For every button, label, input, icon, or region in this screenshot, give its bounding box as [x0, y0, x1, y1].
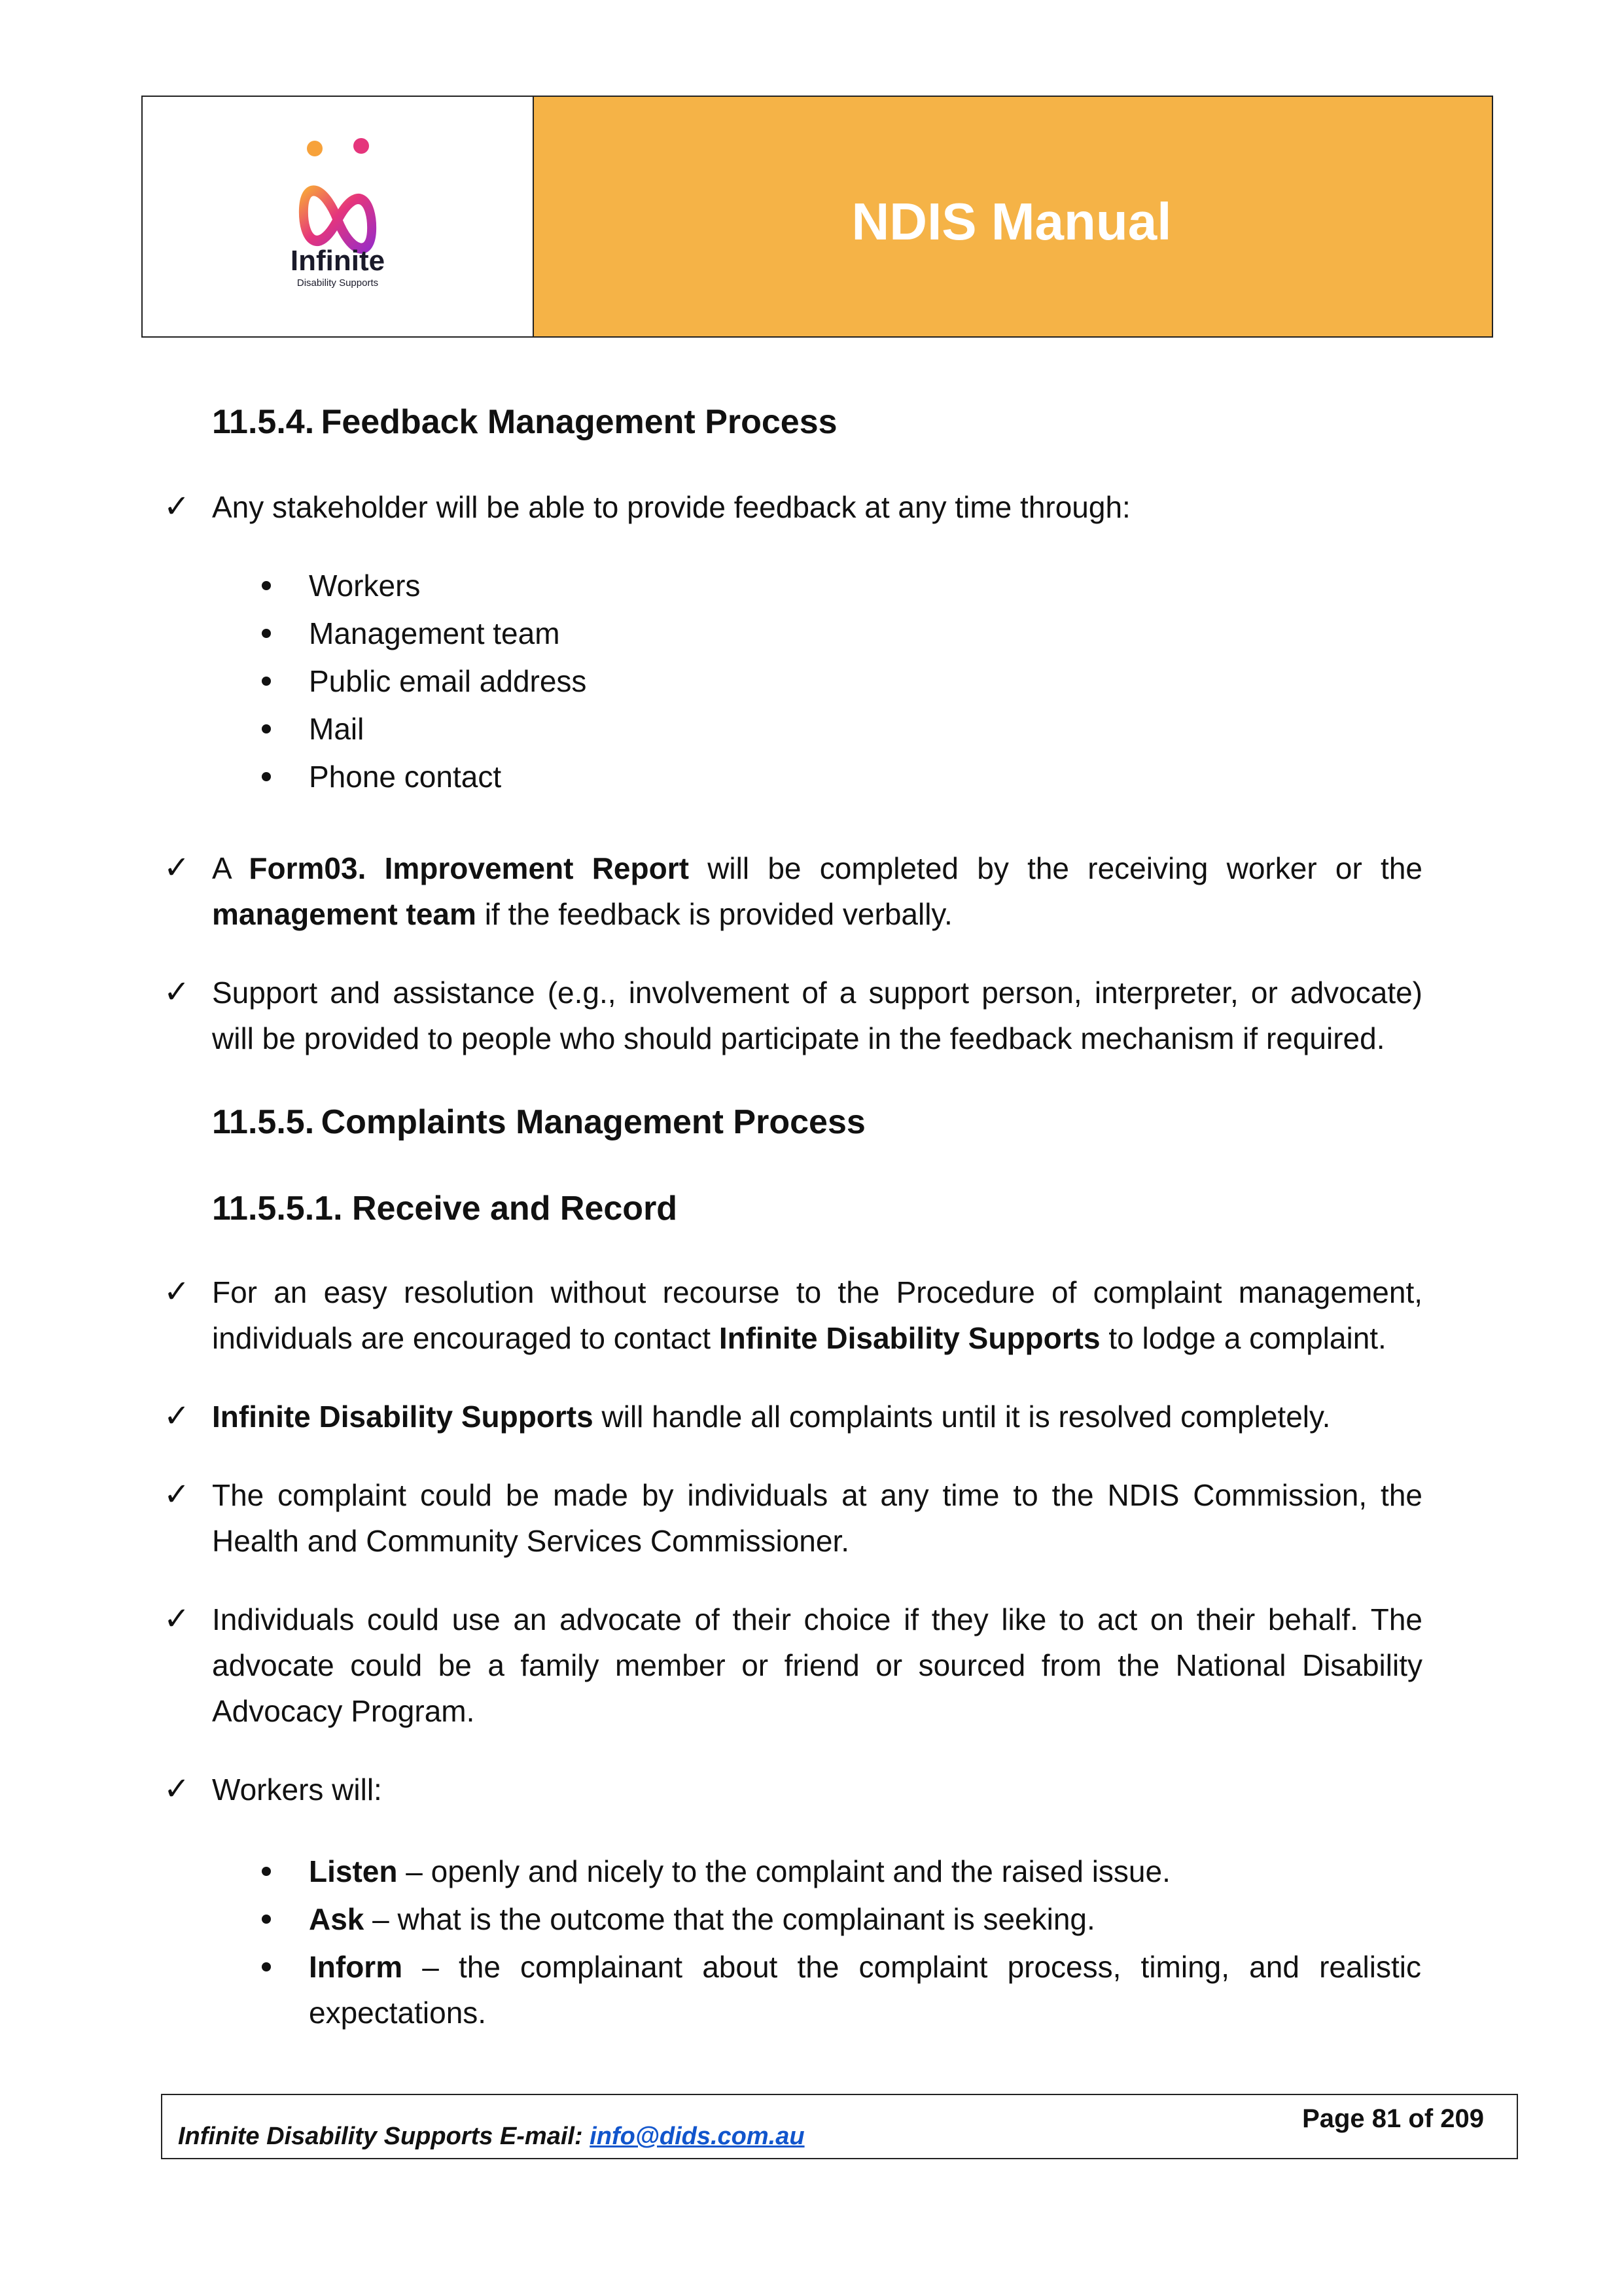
commission-paragraph: The complaint could be made by individuals at any time to the NDIS Commission, the Health and Community Services Commissioner. [212, 1478, 1422, 1558]
list-item: Listen – openly and nicely to the complaint and the raised issue. [309, 1854, 1171, 1888]
list-item: Ask – what is the outcome that the complainant is seeking. [309, 1902, 1095, 1936]
section-heading-11-5-5: 11.5.5. Complaints Management Process [212, 1103, 866, 1141]
infinity-icon [304, 190, 372, 248]
company-logo [253, 132, 423, 302]
list-item: Inform – the complainant about the complaint process, timing, and realistic expectations. [309, 1950, 1421, 2030]
checkmark-icon: ✓ [164, 1399, 190, 1434]
bullet-icon [262, 1867, 271, 1876]
bullet-icon [262, 581, 271, 590]
checkmark-icon: ✓ [164, 489, 190, 524]
bullet-icon [262, 1962, 271, 1971]
bullet-icon [262, 677, 271, 686]
page-number: Page 81 of 209 [1302, 2104, 1484, 2133]
logo-cell [143, 97, 534, 336]
logo-subtitle: Disability Supports [296, 277, 379, 289]
list-item: Workers [309, 569, 421, 603]
subsection-heading-11-5-5-1: 11.5.5.1. Receive and Record [212, 1190, 678, 1227]
logo-name: Infinite [290, 245, 385, 277]
logo-dot-left [307, 141, 323, 156]
workers-will-label: Workers will: [212, 1773, 382, 1807]
checkmark-icon: ✓ [164, 1602, 190, 1636]
list-item: Management team [309, 616, 560, 650]
bullet-icon [262, 1915, 271, 1924]
page-footer [161, 2094, 1518, 2159]
title-cell [534, 97, 1492, 336]
bullet-icon [262, 629, 271, 638]
easy-resolution-paragraph: For an easy resolution without recourse to the Procedure of complaint management, individuals are encouraged to contact Infinite Disability Supports to lodge a complaint. [212, 1275, 1422, 1355]
checkmark-icon: ✓ [164, 851, 190, 885]
bullet-icon [262, 772, 271, 781]
feedback-intro: Any stakeholder will be able to provide feedback at any time through: [212, 490, 1131, 524]
footer-label: Infinite Disability Supports E-mail: [178, 2123, 590, 2150]
improvement-report-paragraph: A Form03. Improvement Report will be completed by the receiving worker or the management team if the feedback is provided verbally. [212, 851, 1422, 931]
bullet-icon [262, 724, 271, 733]
section-heading-11-5-4: 11.5.4. Feedback Management Process [212, 403, 838, 441]
checkmark-icon: ✓ [164, 1772, 190, 1807]
list-item: Mail [309, 712, 364, 746]
list-item: Public email address [309, 664, 587, 698]
handle-complaints-paragraph: Infinite Disability Supports will handle all complaints until it is resolved completely. [212, 1400, 1331, 1434]
advocate-paragraph: Individuals could use an advocate of their choice if they like to act on their behalf. The advocate could be a family member or friend or sourced from the National Disability Advocacy Program. [212, 1602, 1422, 1728]
list-item: Phone contact [309, 760, 502, 794]
checkmark-icon: ✓ [164, 975, 190, 1010]
support-assistance-paragraph: Support and assistance (e.g., involvement of a support person, interpreter, or advocate) will be provided to people who should participate in the feedback mechanism if required. [212, 976, 1422, 1055]
document-title: NDIS Manual [851, 192, 1172, 251]
page-header [141, 96, 1493, 338]
footer-contact [178, 2123, 805, 2151]
checkmark-icon: ✓ [164, 1477, 190, 1512]
logo-dot-right [353, 138, 369, 154]
checkmark-icon: ✓ [164, 1275, 190, 1309]
footer-email-link[interactable]: info@dids.com.au [590, 2123, 805, 2150]
